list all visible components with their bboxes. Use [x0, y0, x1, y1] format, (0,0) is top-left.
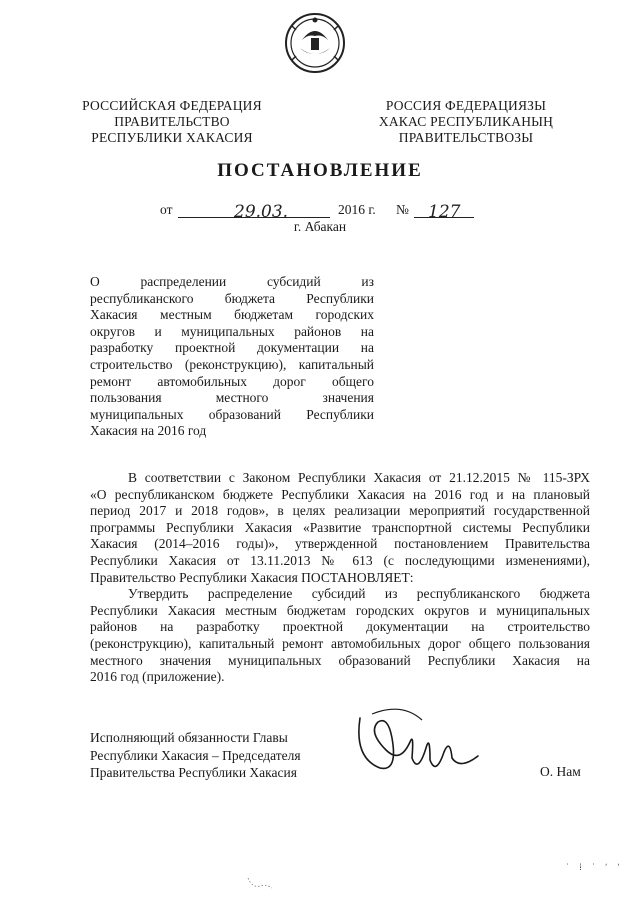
handwritten-date: 29.03.: [234, 202, 289, 222]
org-line: ХАКАС РЕСПУБЛИКАНЫҢ: [378, 114, 554, 129]
subject-line: строительство (реконструкцию), капитальный: [90, 356, 374, 372]
org-header-khakas: [346, 98, 586, 146]
org-line: РЕСПУБЛИКИ ХАКАСИЯ: [91, 130, 253, 145]
coat-of-arms-icon: [284, 12, 346, 74]
city-label: [0, 219, 640, 235]
org-line: ПРАВИТЕЛЬСТВОЗЫ: [398, 130, 534, 145]
signatory-name: О. Нам: [540, 764, 581, 779]
body-line: В соответствии с Законом Республики Хакасия от 21.12.2015 № 115-ЗРХ: [128, 470, 590, 485]
body-line: «О республиканском бюджете Республики Хакасия на 2016 год и на плановый: [90, 486, 590, 502]
handwritten-number: 127: [428, 202, 461, 222]
subject-line: разработку проектной документации на: [90, 340, 374, 356]
org-line: РОССИЯ ФЕДЕРАЦИЯЗЫ: [385, 98, 547, 113]
decree-subject: [90, 274, 374, 440]
stamp-trace-icon: [246, 876, 274, 890]
subject-line: округов и муниципальных районов на: [90, 323, 374, 339]
body-line: период 2017 и 2018 годов», в целях реализации мероприятий государственной: [90, 503, 590, 519]
subject-line: муниципальных образований Республики: [90, 406, 374, 422]
body-line: (реконструкцию), капитальный ремонт автомобильных дорог общего пользования: [90, 635, 590, 651]
body-line: программы Республики Хакасия «Развитие транспортной системы Республики: [90, 519, 590, 535]
subject-line: ремонт автомобильных дорог общего: [90, 373, 374, 389]
subject-line: О распределении субсидий из: [90, 274, 374, 289]
org-line: ПРАВИТЕЛЬСТВО: [114, 114, 230, 129]
body-line: Утвердить распределение субсидий из республиканского бюджета: [128, 586, 590, 602]
signatory-position: [90, 729, 301, 782]
body-line: Хакасия (2014–2016 годы)», утвержденной постановлением Правительства: [90, 536, 590, 552]
city-text: г. Абакан: [293, 219, 347, 234]
position-line: Исполняющий обязанности Главы: [90, 730, 288, 745]
position-line: Правительства Республики Хакасия: [90, 765, 297, 780]
subject-line: республиканского бюджета Республики: [90, 290, 374, 306]
position-line: Республики Хакасия – Председателя: [90, 747, 301, 763]
body-line: местного значения муниципальных образований Республики Хакасия на: [90, 652, 590, 668]
number-label: №: [396, 202, 409, 217]
subject-line: Хакасия на 2016 год: [90, 423, 207, 439]
body-line: 2016 год (приложение).: [90, 669, 225, 685]
from-label: от: [160, 202, 173, 217]
org-header-russian: [62, 98, 282, 146]
handwritten-signature: [352, 698, 492, 788]
footer-marks: ˙ ⁞ ʾ ʹ ʹ: [566, 862, 624, 872]
body-line: районов на разработку проектной документации на строительство: [90, 619, 590, 635]
body-line: Республики Хакасия от 13.11.2013 № 613 (с последующими изменениями),: [90, 552, 590, 568]
subject-line: пользования местного значения: [90, 390, 374, 406]
body-line: Республики Хакасия местным бюджетам городских округов и муниципальных: [90, 602, 590, 618]
org-line: РОССИЙСКАЯ ФЕДЕРАЦИЯ: [82, 98, 262, 113]
subject-line: Хакасия местным бюджетам городских: [90, 307, 374, 323]
document-title: ПОСТАНОВЛЕНИЕ: [217, 160, 423, 181]
decree-body: [90, 470, 590, 686]
body-line: Правительство Республики Хакасия ПОСТАНОВЛЯЕТ:: [90, 569, 414, 585]
year-label: 2016 г.: [338, 202, 376, 217]
